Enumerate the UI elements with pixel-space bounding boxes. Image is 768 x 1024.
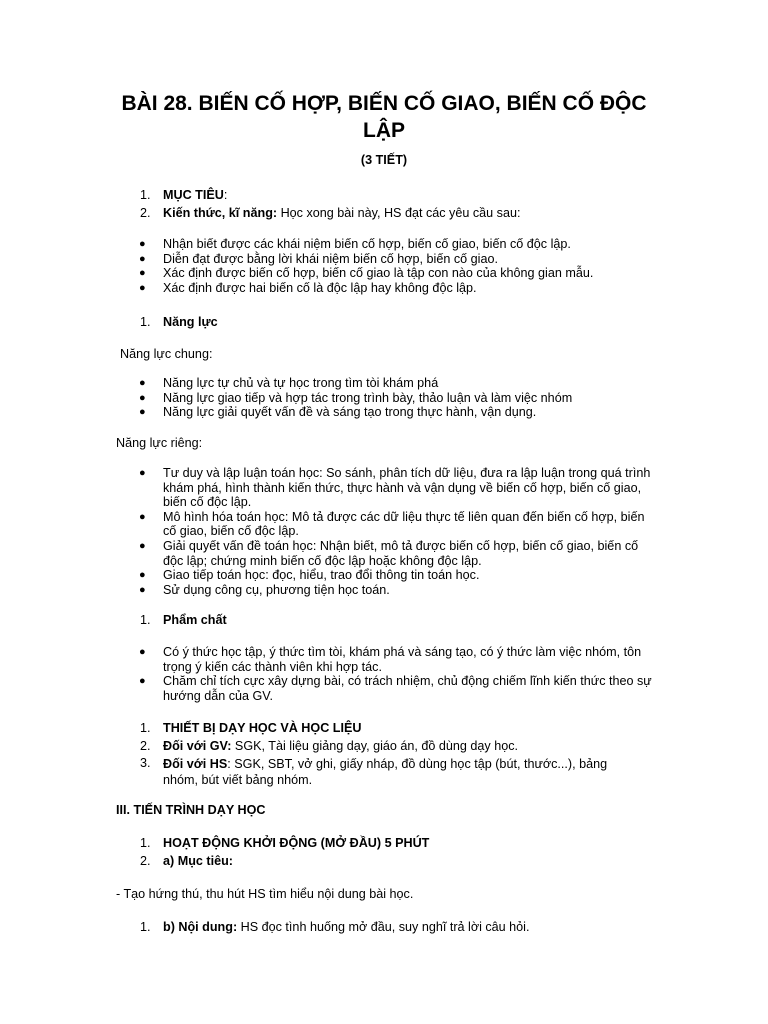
- list-item: ● Có ý thức học tập, ý thức tìm tòi, khám phá và sáng tạo, có ý thức làm việc nhóm, tôn trọng ý kiến các thành viên khi hợp tác.: [139, 645, 642, 674]
- list-item: 3. Đối với HS: SGK, SBT, vở ghi, giấy nháp, đồ dùng học tập (bút, thước...), bảng nhóm, bút viết bảng nhóm.: [140, 756, 608, 787]
- specific-competence-label: Năng lực riêng:: [116, 436, 203, 450]
- list-item: 1. THIẾT BỊ DẠY HỌC VÀ HỌC LIỆU: [140, 721, 362, 735]
- list-item: 1. Phẩm chất: [140, 613, 227, 627]
- list-item: ● Giao tiếp toán học: đọc, hiểu, trao đổi thông tin toán học.: [139, 568, 480, 583]
- equipment-list: [134, 719, 634, 788]
- list-item: ● Xác định được biến cố hợp, biến cố giao là tập con nào của không gian mẫu.: [139, 266, 594, 281]
- list-item: 2. a) Mục tiêu:: [140, 854, 233, 868]
- list-item: ● Giải quyết vấn đề toán học: Nhận biết, mô tả được biến cố hợp, biến cố giao, biến cố độc lập; chứng minh biến cố độc lập hoặc không độc lập.: [139, 538, 639, 568]
- general-competence-list: [138, 376, 658, 420]
- list-item: ● Diễn đạt được bằng lời khái niệm biến cố hợp, biến cố giao.: [139, 251, 498, 266]
- lesson-title: BÀI 28. BIẾN CỐ HỢP, BIẾN CỐ GIAO, BIẾN CỐ ĐỘC LẬP: [121, 92, 647, 142]
- knowledge-list: [138, 237, 658, 295]
- list-item: ● Năng lực tự chủ và tự học trong tìm tòi khám phá: [139, 376, 439, 390]
- qualities-heading-list: [134, 611, 227, 629]
- list-item: 2. Kiến thức, kĩ năng: Học xong bài này, HS đạt các yêu cầu sau:: [140, 206, 521, 220]
- list-item: ● Chăm chỉ tích cực xây dựng bài, có trách nhiệm, chủ động chiếm lĩnh kiến thức theo sự hướng dẫn của GV.: [139, 674, 652, 703]
- list-item: ● Năng lực giải quyết vấn đề và sáng tạo trong thực hành, vận dụng.: [139, 405, 537, 420]
- list-item: ● Mô hình hóa toán học: Mô tả được các dữ liệu thực tế liên quan đến biến cố hợp, biến cố giao, biến cố độc lập.: [139, 509, 645, 539]
- list-item: ● Nhận biết được các khái niệm biến cố hợp, biến cố giao, biến cố độc lập.: [139, 237, 571, 251]
- list-item: 2. Đối với GV: SGK, Tài liệu giảng dạy, giáo án, đồ dùng dạy học.: [140, 739, 519, 753]
- activity-list: [134, 834, 429, 870]
- list-item: ● Năng lực giao tiếp và hợp tác trong trình bày, thảo luận và làm việc nhóm: [139, 390, 573, 405]
- list-item: 1. HOẠT ĐỘNG KHỞI ĐỘNG (MỞ ĐẦU) 5 PHÚT: [140, 836, 430, 850]
- qualities-list: [138, 645, 658, 703]
- list-item: ● Sử dụng công cụ, phương tiện học toán.: [139, 582, 390, 597]
- specific-competence-list: [138, 466, 658, 597]
- list-item: ● Xác định được hai biến cố là độc lập hay không độc lập.: [139, 280, 477, 295]
- goal-text: - Tạo hứng thú, thu hút HS tìm hiểu nội dung bài học.: [116, 887, 414, 901]
- general-competence-label: Năng lực chung:: [120, 347, 213, 361]
- competence-heading-list: [134, 313, 218, 331]
- list-item: 1. Năng lực: [140, 315, 218, 329]
- list-item: 1. MỤC TIÊU:: [140, 188, 228, 202]
- content-list: [134, 918, 529, 936]
- list-item: ● Tư duy và lập luận toán học: So sánh, phân tích dữ liệu, đưa ra lập luận trong quá trình khám phá, hình thành kiến thức, thực hành và vận dụng về biến cố hợp, biến cố giao, biến cố độc lập.: [139, 466, 651, 510]
- process-heading: III. TIẾN TRÌNH DẠY HỌC: [116, 803, 266, 817]
- lesson-duration: (3 TIẾT): [360, 153, 408, 167]
- list-item: 1. b) Nội dung: HS đọc tình huống mở đầu, suy nghĩ trả lời câu hỏi.: [140, 920, 530, 934]
- objectives-list: [134, 186, 520, 222]
